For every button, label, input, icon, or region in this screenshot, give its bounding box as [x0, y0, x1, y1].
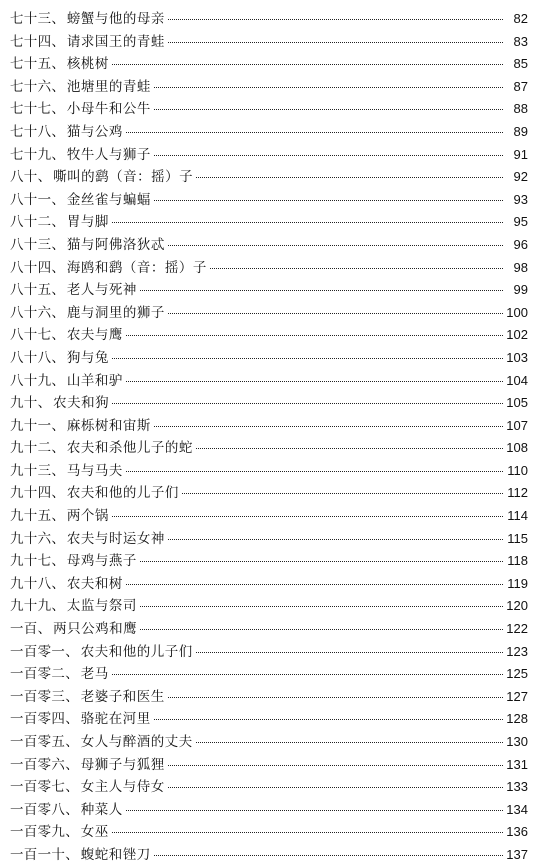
entry-separator: 、 — [51, 282, 65, 299]
entry-title: 牧牛人与狮子 — [66, 146, 151, 163]
entry-page-number: 96 — [513, 236, 528, 252]
toc-entry — [0, 234, 560, 257]
entry-number: 一百 — [10, 621, 38, 638]
toc-entry — [0, 98, 560, 121]
entry-page-number: 131 — [506, 756, 528, 772]
entry-page-number: 104 — [506, 372, 528, 388]
dot-leader — [126, 381, 503, 382]
entry-number: 九十 — [10, 395, 38, 412]
entry-page-number: 127 — [506, 688, 528, 704]
entry-number: 七十九 — [10, 146, 52, 163]
entry-title: 猫与阿佛洛狄忒 — [66, 236, 165, 253]
entry-page-number: 115 — [507, 530, 528, 546]
entry-number: 一百零三 — [10, 688, 66, 705]
toc-entry — [0, 821, 560, 844]
entry-separator: 、 — [65, 756, 79, 773]
entry-separator: 、 — [51, 598, 65, 615]
entry-number: 一百零六 — [10, 756, 66, 773]
toc-entry — [0, 641, 560, 664]
entry-separator: 、 — [51, 575, 65, 592]
entry-number: 八十八 — [10, 349, 52, 366]
entry-title: 胃与脚 — [66, 214, 109, 231]
dot-leader — [140, 629, 503, 630]
entry-title: 种菜人 — [80, 801, 123, 818]
entry-title: 母狮子与狐狸 — [80, 756, 165, 773]
entry-separator: 、 — [51, 11, 65, 27]
dot-leader — [140, 606, 503, 607]
entry-page-number: 85 — [513, 56, 528, 72]
dot-leader — [154, 109, 503, 110]
entry-separator: 、 — [51, 123, 65, 140]
entry-number: 八十六 — [10, 304, 52, 321]
entry-page-number: 88 — [513, 101, 528, 117]
dot-leader — [126, 810, 503, 811]
entry-number: 八十二 — [10, 214, 52, 231]
dot-leader — [140, 290, 503, 291]
dot-leader — [168, 765, 503, 766]
dot-leader — [168, 313, 503, 314]
dot-leader — [126, 584, 503, 585]
entry-title: 嘶叫的鹞（音：摇）子 — [53, 169, 194, 186]
dot-leader — [182, 493, 503, 494]
entry-page-number: 112 — [507, 485, 528, 501]
entry-page-number: 133 — [506, 779, 528, 795]
toc-entry — [0, 302, 560, 325]
entry-title: 狗与兔 — [66, 349, 109, 366]
entry-page-number: 82 — [513, 11, 528, 26]
entry-number: 九十四 — [10, 485, 52, 502]
entry-page-number: 128 — [506, 711, 528, 727]
toc-entry — [0, 76, 560, 99]
entry-number: 八十九 — [10, 372, 52, 389]
entry-title: 山羊和驴 — [66, 372, 123, 389]
dot-leader — [168, 19, 503, 20]
entry-title: 女主人与侍女 — [80, 779, 165, 796]
entry-title: 农夫与鹰 — [66, 327, 123, 344]
entry-title: 农夫和他的儿子们 — [80, 643, 193, 660]
entry-separator: 、 — [51, 508, 65, 525]
entry-title: 老婆子和医生 — [80, 688, 165, 705]
toc-entry — [0, 211, 560, 234]
toc-entry — [0, 437, 560, 460]
entry-title: 麻栎树和宙斯 — [66, 417, 151, 434]
entry-title: 猫与公鸡 — [66, 123, 123, 140]
entry-page-number: 99 — [513, 282, 528, 298]
entry-title: 母鸡与燕子 — [66, 553, 137, 570]
entry-page-number: 98 — [513, 259, 528, 275]
toc-entry — [0, 257, 560, 280]
toc-entry — [0, 799, 560, 822]
entry-separator: 、 — [51, 78, 65, 95]
toc-entry — [0, 844, 560, 867]
entry-number: 九十九 — [10, 598, 52, 615]
entry-title: 两个锅 — [66, 508, 109, 525]
entry-page-number: 123 — [506, 643, 528, 659]
entry-title: 老人与死神 — [66, 282, 137, 299]
toc-entry — [0, 708, 560, 731]
toc-entry — [0, 166, 560, 189]
entry-title: 女人与醉酒的丈夫 — [80, 734, 193, 750]
entry-number: 七十三 — [10, 11, 52, 27]
entry-title: 老马 — [80, 666, 109, 683]
toc-entry — [0, 144, 560, 167]
toc-entry — [0, 31, 560, 54]
toc-entry — [0, 663, 560, 686]
entry-title: 农夫和他的儿子们 — [66, 485, 179, 502]
entry-page-number: 125 — [506, 666, 528, 682]
toc-entry — [0, 505, 560, 528]
entry-title: 两只公鸡和鹰 — [53, 621, 138, 638]
toc-entry — [0, 618, 560, 641]
entry-separator: 、 — [65, 846, 79, 863]
entry-page-number: 119 — [507, 575, 528, 591]
entry-page-number: 110 — [507, 462, 528, 478]
dot-leader — [126, 132, 503, 133]
dot-leader — [112, 64, 503, 65]
toc-entry — [0, 776, 560, 799]
entry-number: 一百零九 — [10, 824, 66, 841]
toc-entry — [0, 731, 560, 754]
entry-separator: 、 — [51, 417, 65, 434]
entry-page-number: 118 — [507, 553, 528, 569]
entry-title: 农夫和狗 — [53, 395, 110, 412]
entry-separator: 、 — [65, 824, 79, 841]
entry-separator: 、 — [51, 236, 65, 253]
toc-entry — [0, 482, 560, 505]
entry-page-number: 95 — [513, 214, 528, 230]
dot-leader — [154, 200, 503, 201]
entry-separator: 、 — [51, 304, 65, 321]
entry-number: 八十四 — [10, 259, 52, 276]
toc-entry — [0, 573, 560, 596]
entry-page-number: 107 — [506, 417, 528, 433]
entry-number: 九十六 — [10, 530, 52, 547]
entry-separator: 、 — [37, 395, 52, 412]
entry-title: 农夫与时运女神 — [66, 530, 165, 547]
entry-separator: 、 — [51, 462, 65, 479]
entry-page-number: 120 — [506, 598, 528, 614]
entry-title: 农夫和杀他儿子的蛇 — [66, 440, 193, 457]
entry-title: 小母牛和公牛 — [66, 101, 151, 118]
toc-entry — [0, 460, 560, 483]
entry-separator: 、 — [37, 621, 52, 638]
entry-page-number: 87 — [513, 78, 528, 94]
entry-number: 七十七 — [10, 101, 52, 118]
entry-title: 农夫和树 — [66, 575, 123, 592]
entry-page-number: 100 — [506, 304, 528, 320]
toc-entry — [0, 754, 560, 777]
toc-entry — [0, 550, 560, 573]
entry-page-number: 114 — [507, 508, 528, 524]
entry-separator: 、 — [65, 734, 79, 750]
entry-title: 马与马夫 — [66, 462, 123, 479]
entry-page-number: 130 — [506, 734, 528, 749]
entry-number: 九十五 — [10, 508, 52, 525]
entry-number: 九十七 — [10, 553, 52, 570]
dot-leader — [112, 832, 503, 833]
entry-page-number: 136 — [506, 824, 528, 840]
toc-entry — [0, 189, 560, 212]
entry-number: 七十四 — [10, 33, 52, 50]
table-of-contents — [0, 8, 560, 867]
dot-leader — [168, 245, 503, 246]
entry-separator: 、 — [51, 214, 65, 231]
dot-leader — [196, 448, 503, 449]
dot-leader — [168, 539, 503, 540]
entry-title: 螃蟹与他的母亲 — [66, 11, 165, 27]
dot-leader — [168, 787, 503, 788]
entry-title: 海鸥和鹞（音：摇）子 — [66, 259, 207, 276]
entry-separator: 、 — [51, 349, 65, 366]
dot-leader — [112, 403, 503, 404]
entry-page-number: 83 — [513, 33, 528, 49]
dot-leader — [196, 652, 503, 653]
entry-separator: 、 — [51, 327, 65, 344]
dot-leader — [154, 719, 503, 720]
dot-leader — [126, 471, 503, 472]
entry-separator: 、 — [51, 146, 65, 163]
entry-separator: 、 — [65, 666, 79, 683]
entry-page-number: 91 — [513, 146, 528, 162]
toc-entry — [0, 53, 560, 76]
toc-entry — [0, 324, 560, 347]
dot-leader — [126, 335, 503, 336]
entry-title: 金丝雀与蝙蝠 — [66, 191, 151, 208]
entry-title: 骆驼在河里 — [80, 711, 151, 728]
entry-page-number: 108 — [506, 440, 528, 456]
entry-page-number: 122 — [506, 621, 528, 637]
entry-number: 一百零五 — [10, 734, 66, 750]
toc-entry — [0, 8, 560, 31]
entry-number: 八十五 — [10, 282, 52, 299]
dot-leader — [210, 268, 503, 269]
entry-number: 八十三 — [10, 236, 52, 253]
entry-separator: 、 — [65, 643, 79, 660]
entry-page-number: 103 — [506, 349, 528, 365]
toc-entry — [0, 595, 560, 618]
entry-number: 八十 — [10, 169, 38, 186]
entry-separator: 、 — [65, 711, 79, 728]
entry-separator: 、 — [51, 530, 65, 547]
entry-number: 一百零二 — [10, 666, 66, 683]
dot-leader — [140, 561, 503, 562]
dot-leader — [112, 516, 503, 517]
dot-leader — [168, 42, 503, 43]
dot-leader — [112, 674, 503, 675]
entry-separator: 、 — [65, 801, 79, 818]
entry-number: 八十一 — [10, 191, 52, 208]
toc-entry — [0, 279, 560, 302]
entry-separator: 、 — [51, 33, 65, 50]
entry-title: 池塘里的青蛙 — [66, 78, 151, 95]
entry-number: 一百零七 — [10, 779, 66, 796]
toc-entry — [0, 415, 560, 438]
entry-title: 太监与祭司 — [66, 598, 137, 615]
entry-separator: 、 — [51, 485, 65, 502]
entry-number: 七十八 — [10, 123, 52, 140]
dot-leader — [154, 155, 503, 156]
entry-number: 九十一 — [10, 417, 52, 434]
entry-title: 蝮蛇和锉刀 — [80, 846, 151, 863]
entry-number: 一百零四 — [10, 711, 66, 728]
dot-leader — [196, 742, 503, 743]
entry-separator: 、 — [65, 779, 79, 796]
toc-entry — [0, 392, 560, 415]
entry-separator: 、 — [51, 259, 65, 276]
entry-number: 八十七 — [10, 327, 52, 344]
entry-separator: 、 — [51, 191, 65, 208]
entry-page-number: 89 — [513, 123, 528, 139]
entry-page-number: 105 — [506, 395, 528, 411]
entry-page-number: 92 — [513, 169, 528, 185]
entry-number: 九十二 — [10, 440, 52, 457]
entry-title: 鹿与洞里的狮子 — [66, 304, 165, 321]
entry-number: 九十八 — [10, 575, 52, 592]
dot-leader — [154, 855, 503, 856]
entry-separator: 、 — [65, 688, 79, 705]
entry-number: 一百零一 — [10, 643, 66, 660]
toc-entry — [0, 686, 560, 709]
entry-number: 七十五 — [10, 56, 52, 73]
entry-separator: 、 — [51, 101, 65, 118]
toc-entry — [0, 347, 560, 370]
entry-title: 请求国王的青蛙 — [66, 33, 165, 50]
dot-leader — [168, 697, 503, 698]
entry-page-number: 93 — [513, 191, 528, 207]
entry-number: 七十六 — [10, 78, 52, 95]
dot-leader — [112, 222, 503, 223]
entry-page-number: 137 — [506, 846, 528, 862]
entry-separator: 、 — [51, 553, 65, 570]
dot-leader — [112, 358, 503, 359]
entry-separator: 、 — [51, 440, 65, 457]
entry-page-number: 102 — [506, 327, 528, 343]
toc-entry — [0, 121, 560, 144]
dot-leader — [154, 87, 503, 88]
dot-leader — [154, 426, 503, 427]
entry-number: 一百一十 — [10, 846, 66, 863]
dot-leader — [196, 177, 503, 178]
entry-page-number: 134 — [506, 801, 528, 817]
entry-number: 一百零八 — [10, 801, 66, 818]
entry-title: 核桃树 — [66, 56, 109, 73]
toc-entry — [0, 370, 560, 393]
entry-separator: 、 — [37, 169, 52, 186]
entry-separator: 、 — [51, 372, 65, 389]
entry-title: 女巫 — [80, 824, 109, 841]
entry-number: 九十三 — [10, 462, 52, 479]
entry-separator: 、 — [51, 56, 65, 73]
toc-entry — [0, 528, 560, 551]
